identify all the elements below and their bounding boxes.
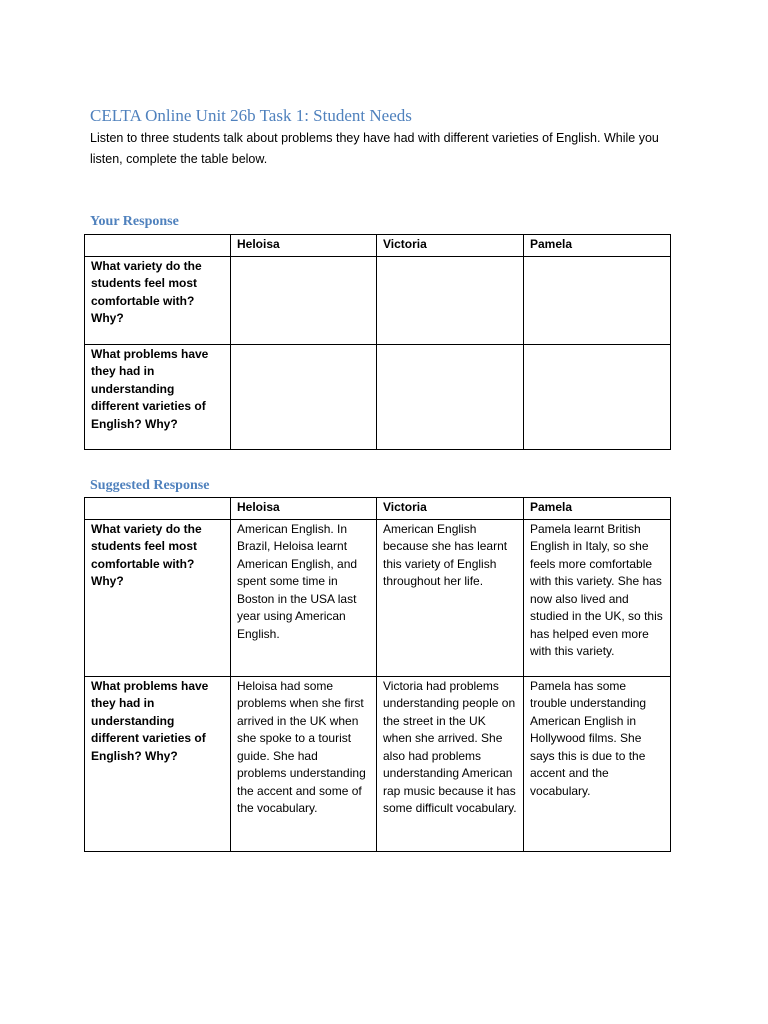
answer-cell-pamela[interactable] <box>524 256 671 344</box>
intro-text: Listen to three students talk about problems they have had with different varieties of English. While you listen, complete the table below. <box>90 131 659 166</box>
suggested-response-heading: Suggested Response <box>90 478 210 493</box>
answer-cell-victoria: Victoria had problems understanding people on the street in the UK when she arrived. She also had problems understanding American rap music because it has some difficult vocabulary. <box>377 676 524 851</box>
answer-cell-pamela: Pamela learnt British English in Italy, so she feels more comfortable with this variety. She has now also lived and studied in the UK, so this has helped even more with this variety. <box>524 519 671 676</box>
header-cell-victoria: Victoria <box>377 235 524 257</box>
table-header-row <box>85 235 671 257</box>
table-row <box>85 256 671 344</box>
answer-cell-heloisa[interactable] <box>231 256 377 344</box>
table-header-row <box>85 498 671 520</box>
header-cell-victoria: Victoria <box>377 498 524 520</box>
header-cell-pamela: Pamela <box>524 235 671 257</box>
answer-cell-pamela: Pamela has some trouble understanding American English in Hollywood films. She says this is due to the accent and the vocabulary. <box>524 676 671 851</box>
answer-cell-victoria[interactable] <box>377 344 524 449</box>
answer-cell-heloisa: American English. In Brazil, Heloisa learnt American English, and spent some time in Boston in the USA last year using American English. <box>231 519 377 676</box>
table-row <box>85 676 671 851</box>
header-cell-heloisa: Heloisa <box>231 235 377 257</box>
your-response-table <box>84 234 671 450</box>
your-response-heading: Your Response <box>90 214 179 229</box>
table-row <box>85 344 671 449</box>
answer-cell-pamela[interactable] <box>524 344 671 449</box>
suggested-response-table <box>84 497 671 852</box>
row-question: What variety do the students feel most comfortable with? Why? <box>85 519 231 676</box>
header-cell-heloisa: Heloisa <box>231 498 377 520</box>
header-cell-blank <box>85 498 231 520</box>
page-title: CELTA Online Unit 26b Task 1: Student Needs <box>90 106 412 125</box>
answer-cell-victoria[interactable] <box>377 256 524 344</box>
header-cell-blank <box>85 235 231 257</box>
answer-cell-victoria: American English because she has learnt this variety of English throughout her life. <box>377 519 524 676</box>
header-cell-pamela: Pamela <box>524 498 671 520</box>
answer-cell-heloisa[interactable] <box>231 344 377 449</box>
row-question: What problems have they had in understanding different varieties of English? Why? <box>85 344 231 449</box>
row-question: What variety do the students feel most comfortable with? Why? <box>85 256 231 344</box>
table-row <box>85 519 671 676</box>
answer-cell-heloisa: Heloisa had some problems when she first arrived in the UK when she spoke to a tourist guide. She had problems understanding the accent and some of the vocabulary. <box>231 676 377 851</box>
row-question: What problems have they had in understanding different varieties of English? Why? <box>85 676 231 851</box>
